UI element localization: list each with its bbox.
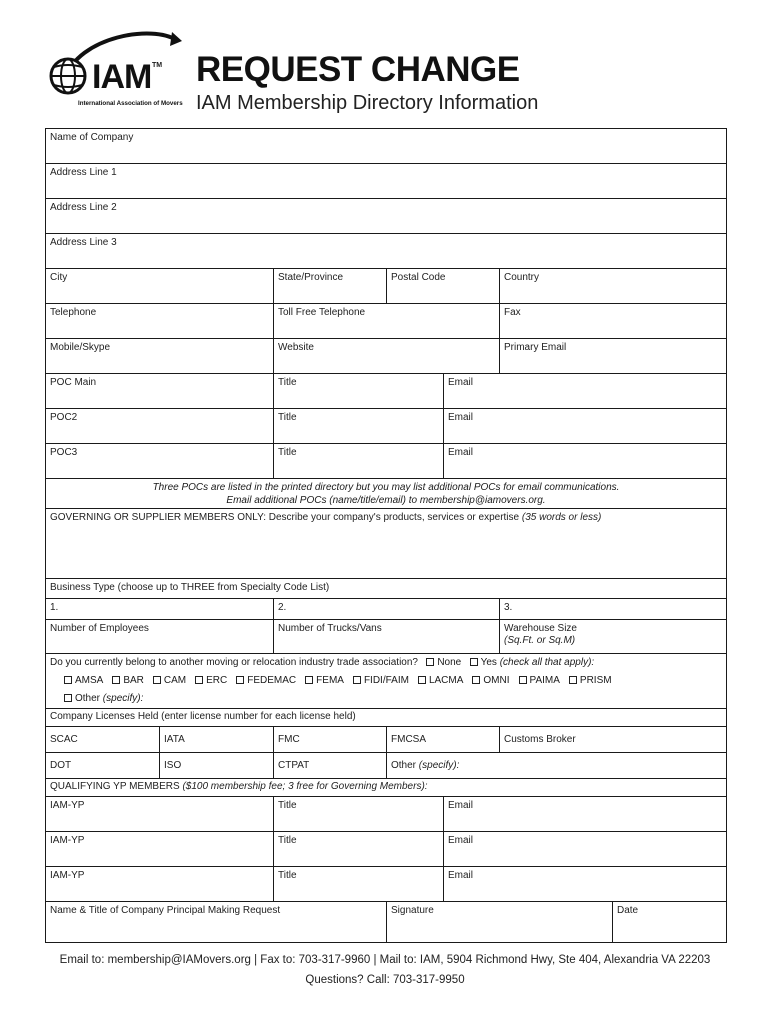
iso-field[interactable] bbox=[159, 753, 273, 778]
governing-hint: (35 words or less) bbox=[521, 512, 602, 523]
license-other-text: Other bbox=[391, 760, 417, 771]
yp-hint: ($100 membership fee; 3 free for Governing Members): bbox=[182, 781, 428, 792]
address2-field[interactable] bbox=[46, 199, 726, 233]
association-option-fedemac[interactable] bbox=[236, 675, 296, 686]
date-field[interactable] bbox=[612, 902, 726, 942]
logo-tm: TM bbox=[152, 62, 163, 69]
warehouse-unit-label: (Sq.Ft. or Sq.M) bbox=[504, 635, 576, 646]
tollfree-field[interactable] bbox=[273, 304, 499, 338]
principal-field[interactable] bbox=[46, 902, 386, 942]
email-label: Email bbox=[448, 835, 474, 846]
poc-main-email-field[interactable] bbox=[443, 374, 726, 408]
footer-contact: Email to: membership@IAMovers.org | Fax to: 703-317-9960 | Mail to: IAM, 5904 Richmond Hwy, Ste 404, Alexandria VA 22203 bbox=[59, 954, 711, 966]
website-field[interactable] bbox=[273, 339, 499, 373]
dot-label: DOT bbox=[50, 760, 72, 771]
association-option-label: OMNI bbox=[483, 675, 510, 686]
association-option-bar[interactable] bbox=[112, 675, 144, 686]
association-option-omni[interactable] bbox=[472, 675, 509, 686]
title-label: Title bbox=[278, 412, 297, 423]
association-option-label: LACMA bbox=[428, 675, 464, 686]
checkbox[interactable] bbox=[569, 676, 577, 684]
title-label: Title bbox=[278, 870, 297, 881]
yp3-title-field[interactable] bbox=[273, 867, 443, 901]
poc-main-field[interactable] bbox=[46, 374, 273, 408]
ctpat-field[interactable] bbox=[273, 753, 386, 778]
title-label: Title bbox=[278, 377, 297, 388]
association-option-label: FEMA bbox=[316, 675, 344, 686]
association-row bbox=[46, 654, 726, 709]
fmcsa-field[interactable] bbox=[386, 727, 499, 752]
email-label: Email bbox=[448, 870, 474, 881]
yp-label bbox=[50, 781, 428, 792]
address3-field[interactable] bbox=[46, 234, 726, 268]
employees-row bbox=[46, 620, 726, 654]
logo-text: IAM bbox=[92, 58, 152, 96]
license-other-hint: (specify): bbox=[418, 760, 460, 771]
other-hint: (specify): bbox=[102, 693, 144, 704]
business-type-1-field[interactable] bbox=[46, 599, 273, 619]
yes-label: Yes bbox=[480, 657, 497, 668]
title-label: Title bbox=[278, 447, 297, 458]
none-label: None bbox=[437, 657, 462, 668]
checkbox[interactable] bbox=[195, 676, 203, 684]
checkbox[interactable] bbox=[112, 676, 120, 684]
association-option-label: FEDEMAC bbox=[247, 675, 297, 686]
customs-field[interactable] bbox=[499, 727, 726, 752]
warehouse-field[interactable] bbox=[499, 620, 726, 653]
country-label: Country bbox=[504, 272, 540, 283]
licenses-label: Company Licenses Held (enter license number for each license held) bbox=[50, 711, 356, 722]
poc3-field[interactable] bbox=[46, 444, 273, 478]
title-label: Title bbox=[278, 835, 297, 846]
poc-main-title-field[interactable] bbox=[273, 374, 443, 408]
association-question-line bbox=[50, 657, 594, 668]
business-type-label: Business Type (choose up to THREE from Specialty Code List) bbox=[50, 582, 330, 593]
iso-label: ISO bbox=[164, 760, 182, 771]
business-type-row bbox=[46, 599, 726, 620]
yp1-title-field[interactable] bbox=[273, 797, 443, 831]
checkbox[interactable] bbox=[305, 676, 313, 684]
poc2-email-field[interactable] bbox=[443, 409, 726, 443]
address1-label: Address Line 1 bbox=[50, 167, 117, 178]
association-option-fidi-faim[interactable] bbox=[353, 675, 409, 686]
association-option-label: FIDI/FAIM bbox=[363, 675, 409, 686]
yp-member-label: IAM-YP bbox=[50, 870, 85, 881]
telephone-row bbox=[46, 304, 726, 339]
date-label: Date bbox=[617, 905, 639, 916]
address1-row bbox=[46, 164, 726, 199]
address3-row bbox=[46, 234, 726, 269]
yp1-email-field[interactable] bbox=[443, 797, 726, 831]
signature-label: Signature bbox=[391, 905, 434, 916]
association-option-label: AMSA bbox=[75, 675, 104, 686]
yp-member-label: IAM-YP bbox=[50, 800, 85, 811]
poc-note-line1: Three POCs are listed in the printed directory but you may list additional POCs for email communications. bbox=[152, 482, 620, 493]
page-subtitle: IAM Membership Directory Information bbox=[196, 92, 539, 114]
governing-label-text: GOVERNING OR SUPPLIER MEMBERS ONLY: Describe your company's products, services or expertise bbox=[50, 512, 520, 523]
email-label: Email bbox=[448, 377, 474, 388]
poc3-label: POC3 bbox=[50, 447, 78, 458]
email-label: Email bbox=[448, 447, 474, 458]
poc2-row bbox=[46, 409, 726, 444]
mobile-label: Mobile/Skype bbox=[50, 342, 111, 353]
poc3-email-field[interactable] bbox=[443, 444, 726, 478]
address2-row bbox=[46, 199, 726, 234]
checkbox[interactable] bbox=[418, 676, 426, 684]
license-other-field[interactable] bbox=[386, 753, 726, 778]
poc2-field[interactable] bbox=[46, 409, 273, 443]
association-other-line bbox=[64, 693, 143, 704]
association-option-label: PAIMA bbox=[529, 675, 560, 686]
poc2-title-field[interactable] bbox=[273, 409, 443, 443]
logo-subtitle: International Association of Movers bbox=[78, 100, 183, 107]
governing-row[interactable] bbox=[46, 509, 726, 579]
association-options bbox=[64, 675, 621, 686]
address3-label: Address Line 3 bbox=[50, 237, 117, 248]
business-type-2-label: 2. bbox=[278, 602, 287, 613]
association-question: Do you currently belong to another moving or relocation industry trade association? bbox=[50, 657, 418, 668]
association-option-cam[interactable] bbox=[153, 675, 186, 686]
signature-field[interactable] bbox=[386, 902, 612, 942]
scac-field[interactable] bbox=[46, 727, 159, 752]
business-type-3-label: 3. bbox=[504, 602, 513, 613]
fmc-label: FMC bbox=[278, 734, 300, 745]
header bbox=[0, 0, 770, 128]
scac-label: SCAC bbox=[50, 734, 78, 745]
yp-row-2 bbox=[46, 832, 726, 867]
tollfree-label: Toll Free Telephone bbox=[278, 307, 366, 318]
association-option-lacma[interactable] bbox=[418, 675, 463, 686]
fax-label: Fax bbox=[504, 307, 521, 318]
checkbox[interactable] bbox=[64, 676, 72, 684]
telephone-label: Telephone bbox=[50, 307, 97, 318]
yp-header bbox=[46, 779, 726, 797]
yes-checkbox[interactable] bbox=[470, 658, 478, 666]
fmc-field[interactable] bbox=[273, 727, 386, 752]
business-type-header bbox=[46, 579, 726, 599]
checkbox[interactable] bbox=[236, 676, 244, 684]
state-field[interactable] bbox=[273, 269, 386, 303]
poc-note bbox=[46, 479, 726, 509]
mobile-row bbox=[46, 339, 726, 374]
business-type-3-field[interactable] bbox=[499, 599, 726, 619]
customs-label: Customs Broker bbox=[504, 734, 576, 745]
association-option-prism[interactable] bbox=[569, 675, 612, 686]
association-option-amsa[interactable] bbox=[64, 675, 103, 686]
yp-row-1 bbox=[46, 797, 726, 832]
signature-row bbox=[46, 902, 726, 942]
employees-field[interactable] bbox=[46, 620, 273, 653]
license-other-label bbox=[391, 760, 459, 771]
association-option-label: PRISM bbox=[579, 675, 612, 686]
title-label: Title bbox=[278, 800, 297, 811]
iata-label: IATA bbox=[164, 734, 185, 745]
telephone-field[interactable] bbox=[46, 304, 273, 338]
iata-field[interactable] bbox=[159, 727, 273, 752]
city-row bbox=[46, 269, 726, 304]
association-option-fema[interactable] bbox=[305, 675, 344, 686]
licenses-row-1 bbox=[46, 727, 726, 753]
other-checkbox[interactable] bbox=[64, 694, 72, 702]
checkbox[interactable] bbox=[153, 676, 161, 684]
poc-main-label: POC Main bbox=[50, 377, 97, 388]
dot-field[interactable] bbox=[46, 753, 159, 778]
none-checkbox[interactable] bbox=[426, 658, 434, 666]
state-label: State/Province bbox=[278, 272, 344, 283]
poc2-label: POC2 bbox=[50, 412, 78, 423]
yp2-title-field[interactable] bbox=[273, 832, 443, 866]
yp3-name-field[interactable] bbox=[46, 867, 273, 901]
footer-questions: Questions? Call: 703-317-9950 bbox=[305, 974, 465, 986]
address2-label: Address Line 2 bbox=[50, 202, 117, 213]
primary-email-field[interactable] bbox=[499, 339, 726, 373]
principal-label: Name & Title of Company Principal Making Request bbox=[50, 905, 281, 916]
business-type-1-label: 1. bbox=[50, 602, 59, 613]
company-row bbox=[46, 129, 726, 164]
company-field[interactable] bbox=[46, 129, 726, 163]
association-option-erc[interactable] bbox=[195, 675, 227, 686]
yp-member-label: IAM-YP bbox=[50, 835, 85, 846]
yp3-email-field[interactable] bbox=[443, 867, 726, 901]
country-field[interactable] bbox=[499, 269, 726, 303]
trucks-field[interactable] bbox=[273, 620, 499, 653]
yp-row-3 bbox=[46, 867, 726, 902]
poc3-row bbox=[46, 444, 726, 479]
association-option-label: ERC bbox=[206, 675, 228, 686]
yes-hint: (check all that apply): bbox=[499, 657, 595, 668]
business-type-2-field[interactable] bbox=[273, 599, 499, 619]
website-label: Website bbox=[278, 342, 314, 353]
association-option-label: BAR bbox=[123, 675, 144, 686]
employees-label: Number of Employees bbox=[50, 623, 149, 634]
licenses-header bbox=[46, 709, 726, 727]
licenses-row-2 bbox=[46, 753, 726, 779]
email-label: Email bbox=[448, 412, 474, 423]
checkbox[interactable] bbox=[519, 676, 527, 684]
trucks-label: Number of Trucks/Vans bbox=[278, 623, 382, 634]
yp-label-text: QUALIFYING YP MEMBERS bbox=[50, 781, 180, 792]
other-label: Other bbox=[75, 693, 101, 704]
email-label: Email bbox=[448, 800, 474, 811]
address1-field[interactable] bbox=[46, 164, 726, 198]
association-option-label: CAM bbox=[163, 675, 187, 686]
fax-field[interactable] bbox=[499, 304, 726, 338]
checkbox[interactable] bbox=[353, 676, 361, 684]
company-label: Name of Company bbox=[50, 132, 134, 143]
postal-field[interactable] bbox=[386, 269, 499, 303]
postal-label: Postal Code bbox=[391, 272, 446, 283]
warehouse-label: Warehouse Size bbox=[504, 623, 577, 634]
checkbox[interactable] bbox=[472, 676, 480, 684]
city-field[interactable] bbox=[46, 269, 273, 303]
city-label: City bbox=[50, 272, 68, 283]
poc-main-row bbox=[46, 374, 726, 409]
request-form bbox=[45, 128, 727, 943]
ctpat-label: CTPAT bbox=[278, 760, 310, 771]
yp1-name-field[interactable] bbox=[46, 797, 273, 831]
fmcsa-label: FMCSA bbox=[391, 734, 426, 745]
yp2-name-field[interactable] bbox=[46, 832, 273, 866]
yp2-email-field[interactable] bbox=[443, 832, 726, 866]
governing-label bbox=[50, 512, 601, 523]
association-option-paima[interactable] bbox=[519, 675, 560, 686]
primary-email-label: Primary Email bbox=[504, 342, 567, 353]
mobile-field[interactable] bbox=[46, 339, 273, 373]
poc3-title-field[interactable] bbox=[273, 444, 443, 478]
page-title: REQUEST CHANGE bbox=[196, 50, 520, 89]
poc-note-line2: Email additional POCs (name/title/email) to membership@iamovers.org. bbox=[226, 495, 546, 506]
